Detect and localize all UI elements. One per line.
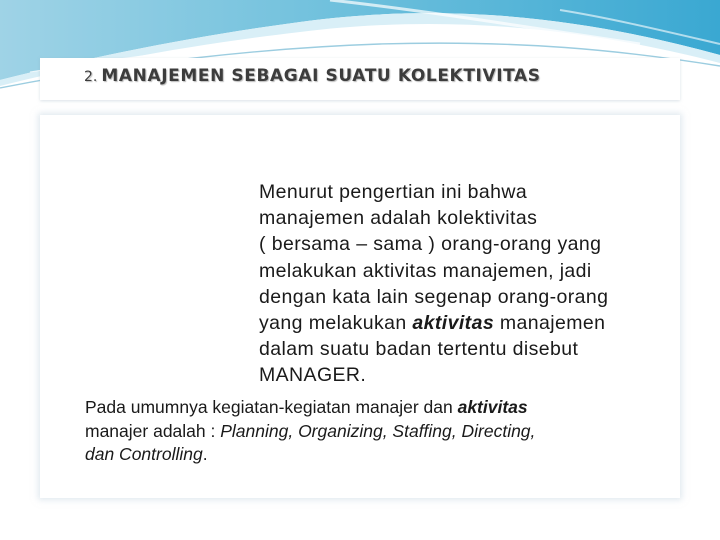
paragraph-line [259,310,689,336]
paragraph-line: melakukan aktivitas manajemen, jadi [259,259,592,282]
paragraph-line: Menurut pengertian ini bahwa [259,181,528,203]
paragraph-line [85,420,685,444]
text-run: Pada umumnya kegiatan-kegiatan manajer dan [85,397,458,417]
management-functions-list: Planning, Organizing, Staffing, Directing, [220,420,536,441]
title-number: 2. [84,69,98,85]
activities-paragraph [85,396,685,467]
title-text: MANAJEMEN SEBAGAI SUATU KOLEKTIVITAS [101,66,541,86]
definition-paragraph [259,179,689,389]
paragraph-line: dalam suatu badan tertentu disebut [259,338,579,361]
paragraph-line: dengan kata lain segenap orang-orang [259,285,609,308]
paragraph-line: MANAGER. [259,364,367,387]
paragraph-line [85,443,685,467]
paragraph-line: ( bersama – sama ) orang-orang yang [259,233,602,256]
emphasis-aktivitas: aktivitas [412,312,495,335]
slide-title [84,66,541,86]
text-run: . [202,444,208,464]
text-run: manajer adalah : [85,420,221,441]
paragraph-line [85,396,685,420]
text-run: manajemen [494,312,606,335]
emphasis-aktivitas: aktivitas [457,397,528,417]
text-run: yang melakukan [259,312,413,335]
paragraph-line: manajemen adalah kolektivitas [259,207,538,230]
management-functions-list-end: dan Controlling [85,444,203,464]
